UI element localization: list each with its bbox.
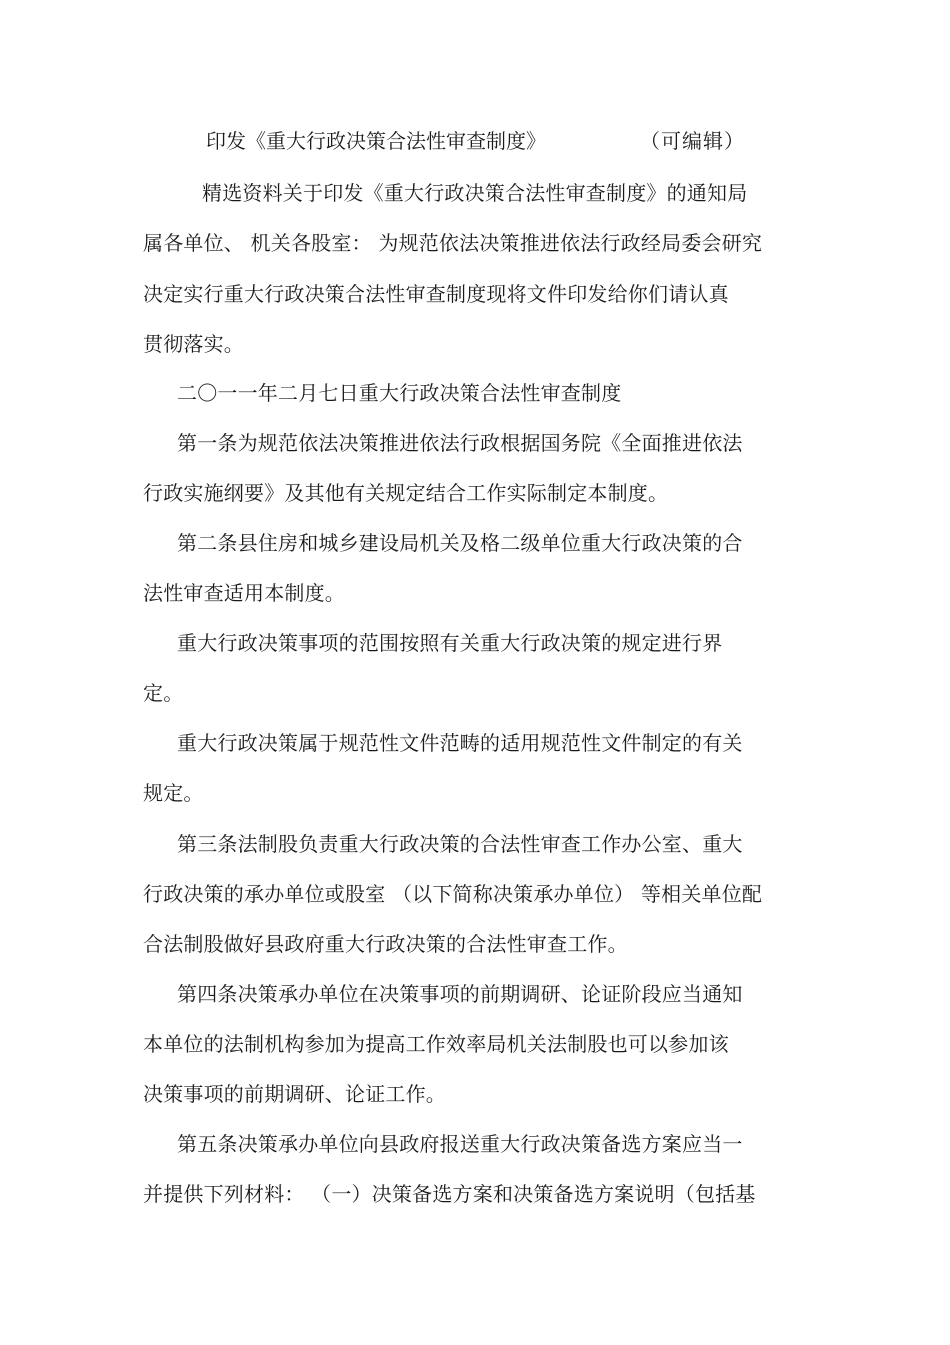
paragraph-line: 并提供下列材料： （一）决策备选方案和决策备选方案说明（包括基 [143,1182,756,1206]
paragraph-line: 定。 [143,681,184,705]
paragraph-line: 行政实施纲要》及其他有关规定结合工作实际制定本制度。 [143,481,669,505]
paragraph-line: 精选资料关于印发《重大行政决策合法性审查制度》的通知局 [202,181,748,205]
paragraph-line: 第二条县住房和城乡建设局机关及格二级单位重大行政决策的合 [177,531,743,555]
paragraph-line: 第一条为规范依法决策推进依法行政根据国务院《全面推进依法 [177,431,743,455]
paragraph-line: 决策事项的前期调研、论证工作。 [143,1082,446,1106]
paragraph-line: 合法制股做好县政府重大行政决策的合法性审查工作。 [143,932,628,956]
document-title: 印发《重大行政决策合法性审查制度》 [206,129,546,153]
paragraph-line: 决定实行重大行政决策合法性审查制度现将文件印发给你们请认真 [143,282,729,306]
paragraph-line: 第三条法制股负责重大行政决策的合法性审查工作办公室、重大 [177,832,743,856]
paragraph-line: 属各单位、 机关各股室： 为规范依法决策推进依法行政经局委会研究 [143,231,763,255]
paragraph-line: 重大行政决策事项的范围按照有关重大行政决策的规定进行界 [177,631,723,655]
paragraph-line: 第五条决策承办单位向县政府报送重大行政决策备选方案应当一 [177,1132,743,1156]
paragraph-line: 二〇一一年二月七日重大行政决策合法性审查制度 [177,381,622,405]
paragraph-line: 贯彻落实。 [143,332,244,356]
paragraph-line: 法性审查适用本制度。 [143,581,345,605]
document-title-suffix: （可编辑） [640,129,745,153]
paragraph-line: 本单位的法制机构参加为提高工作效率局机关法制股也可以参加该 [143,1032,729,1056]
paragraph-line: 重大行政决策属于规范性文件范畴的适用规范性文件制定的有关 [177,731,743,755]
paragraph-line: 规定。 [143,781,204,805]
paragraph-line: 行政决策的承办单位或股室 （以下简称决策承办单位） 等相关单位配 [143,882,763,906]
paragraph-line: 第四条决策承办单位在决策事项的前期调研、论证阶段应当通知 [177,982,743,1006]
